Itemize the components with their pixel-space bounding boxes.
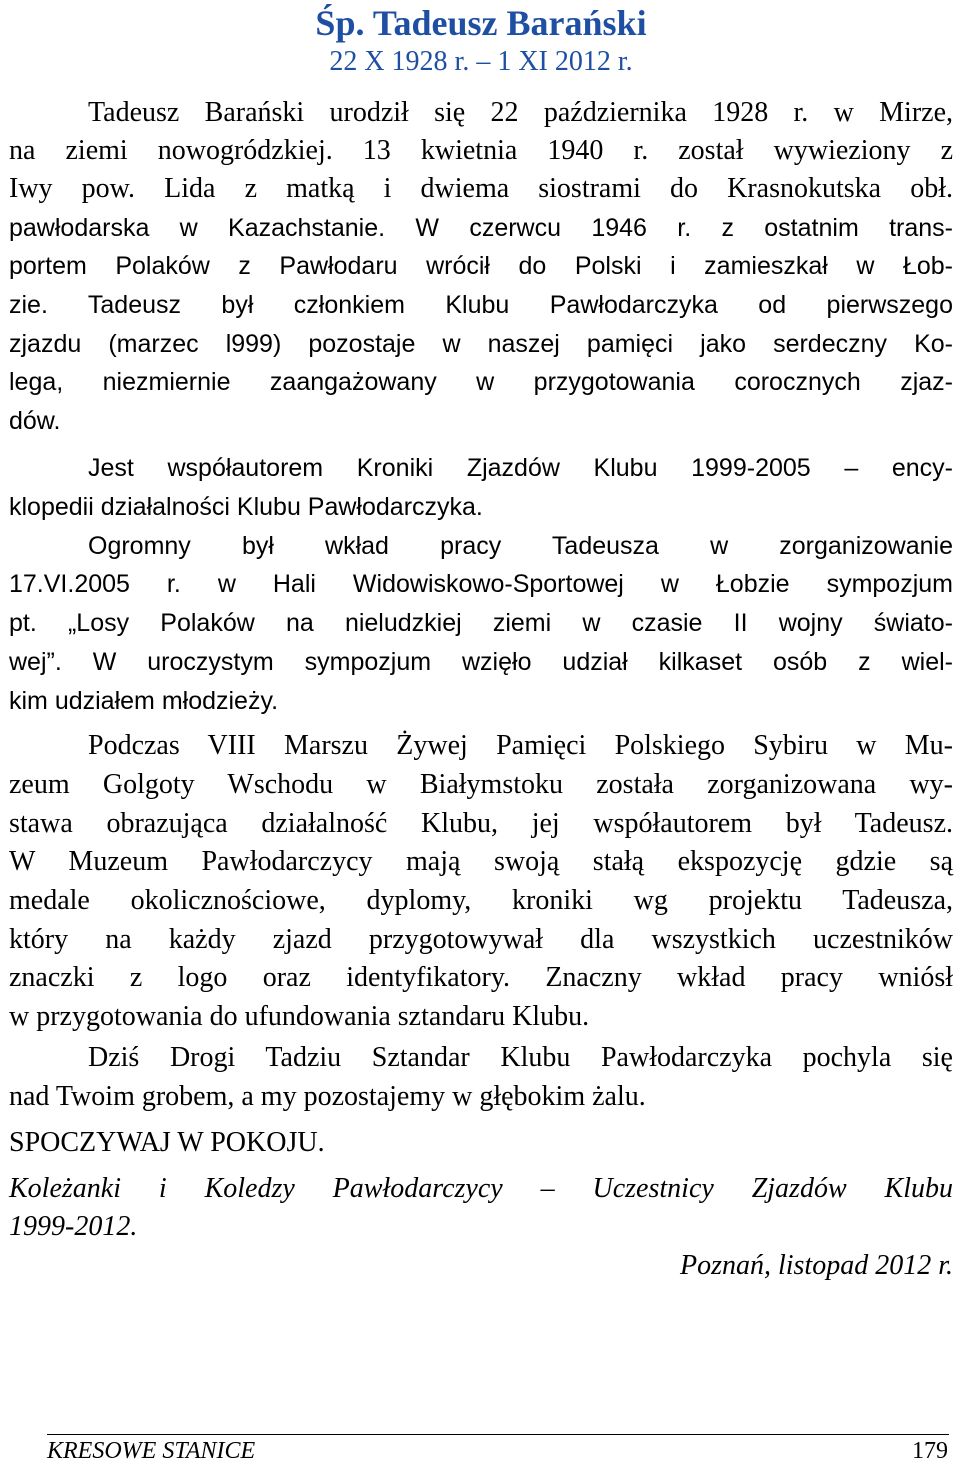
- text-line: wej”. W uroczystym sympozjum wzięło udział kilkaset osób z wiel-: [9, 648, 953, 676]
- text-line: kim udziałem młodzieży.: [9, 687, 279, 715]
- text-line: który na każdy zjazd przygotowywał dla wszystkich uczestników: [9, 924, 953, 955]
- text-line: znaczki z logo oraz identyfikatory. Znaczny wkład pracy wniósł: [9, 962, 953, 993]
- text-line: Iwy pow. Lida z matką i dwiema siostrami do Krasnokutska obł.: [9, 173, 953, 204]
- life-dates: 22 X 1928 r. – 1 XI 2012 r.: [329, 46, 633, 77]
- closing-line: SPOCZYWAJ W POKOJU.: [9, 1127, 325, 1158]
- footer-rule: [47, 1434, 949, 1435]
- text-line: zie. Tadeusz był członkiem Klubu Pawłodarczyka od pierwszego: [9, 291, 953, 319]
- document-page: [9, 0, 953, 1467]
- text-line: Ogromny był wkład pracy Tadeusza w zorganizowanie: [88, 532, 953, 560]
- text-line: Jest współautorem Kroniki Zjazdów Klubu 1999-2005 – ency-: [88, 454, 953, 482]
- page-number: 179: [912, 1438, 948, 1464]
- text-line: zeum Golgoty Wschodu w Białymstoku została zorganizowana wy-: [9, 769, 953, 800]
- text-line: Dziś Drogi Tadziu Sztandar Klubu Pawłodarczyka pochyla się: [88, 1042, 953, 1073]
- footer-publication: KRESOWE STANICE: [47, 1438, 256, 1464]
- text-line: Podczas VIII Marszu Żywej Pamięci Polskiego Sybiru w Mu-: [88, 730, 953, 761]
- text-line: zjazdu (marzec l999) pozostaje w naszej pamięci jako serdeczny Ko-: [9, 330, 953, 358]
- text-line: stawa obrazująca działalność Klubu, jej współautorem był Tadeusz.: [9, 808, 953, 839]
- text-line: klopedii działalności Klubu Pawłodarczyka.: [9, 493, 483, 521]
- signature-years: 1999-2012.: [9, 1211, 138, 1242]
- page-title: Śp. Tadeusz Barański: [315, 3, 647, 43]
- text-line: nad Twoim grobem, a my pozostajemy w głębokim żalu.: [9, 1081, 646, 1112]
- text-line: medale okolicznościowe, dyplomy, kroniki wg projektu Tadeusza,: [9, 885, 953, 916]
- text-line: dów.: [9, 407, 61, 435]
- text-line: Tadeusz Barański urodził się 22 października 1928 r. w Mirze,: [88, 97, 953, 128]
- text-line: w przygotowania do ufundowania sztandaru Klubu.: [9, 1001, 590, 1032]
- text-line: pt. „Losy Polaków na nieludzkiej ziemi w czasie II wojny świato-: [9, 609, 953, 637]
- text-line: na ziemi nowogródzkiej. 13 kwietnia 1940 r. został wywieziony z: [9, 135, 953, 166]
- text-line: pawłodarska w Kazachstanie. W czerwcu 1946 r. z ostatnim trans-: [9, 214, 953, 242]
- text-line: W Muzeum Pawłodarczycy mają swoją stałą ekspozycję gdzie są: [9, 846, 953, 877]
- text-line: lega, niezmiernie zaangażowany w przygotowania corocznych zjaz-: [9, 368, 953, 396]
- text-line: 17.VI.2005 r. w Hali Widowiskowo-Sportowej w Łobzie sympozjum: [9, 570, 953, 598]
- place-and-date: Poznań, listopad 2012 r.: [679, 1250, 953, 1281]
- text-line: portem Polaków z Pawłodaru wrócił do Polski i zamieszkał w Łob-: [9, 252, 953, 280]
- signature-line: Koleżanki i Koledzy Pawłodarczycy – Uczestnicy Zjazdów Klubu: [9, 1173, 953, 1204]
